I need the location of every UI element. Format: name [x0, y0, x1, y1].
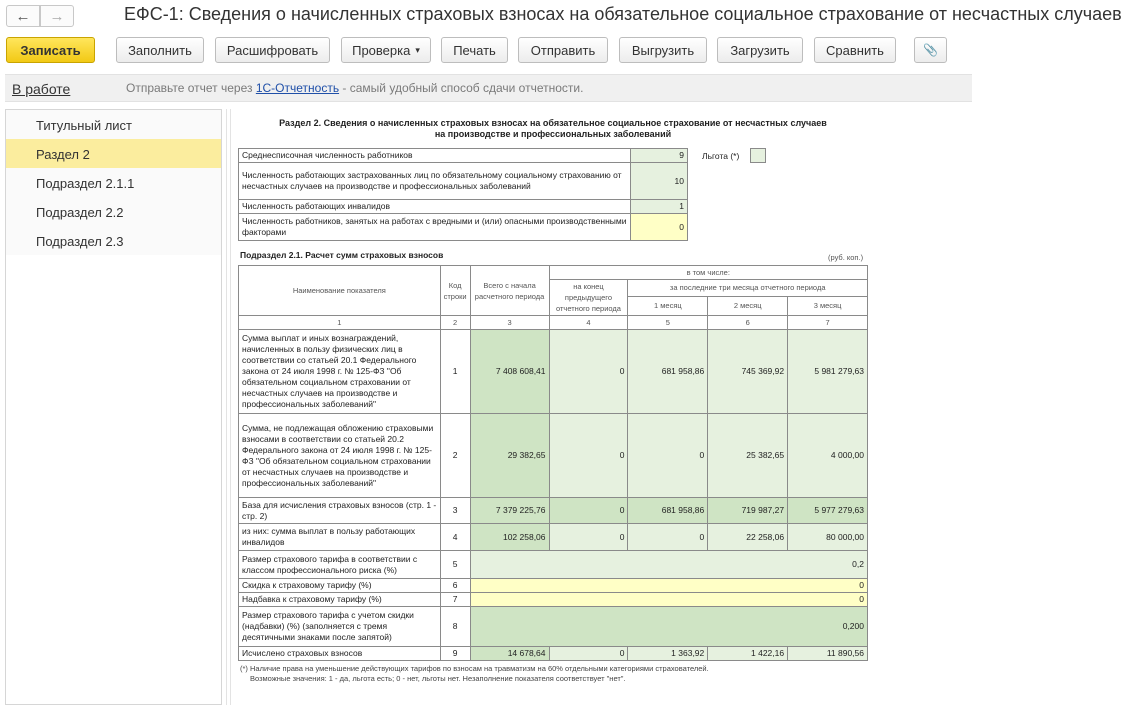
colnum: 1 — [239, 316, 441, 330]
section-2-title-line1: Раздел 2. Сведения о начисленных страховых взносах на обязательное социальное страхование от несчастных случаев — [279, 118, 827, 128]
row-label: Скидка к страховому тарифу (%) — [239, 579, 441, 593]
colnum: 4 — [549, 316, 628, 330]
colnum: 5 — [628, 316, 708, 330]
row-label: из них: сумма выплат в пользу работающих инвалидов — [239, 524, 441, 551]
colnum: 3 — [470, 316, 549, 330]
status-msg-before: Отправьте отчет через — [126, 81, 256, 95]
status-msg-after: - самый удобный способ сдачи отчетности. — [339, 81, 584, 95]
m3-cell[interactable]: 80 000,00 — [788, 524, 868, 551]
table-row — [239, 607, 868, 647]
prev-cell[interactable]: 0 — [549, 330, 628, 414]
row-label: База для исчисления страховых взносов (стр. 1 - стр. 2) — [239, 498, 441, 524]
send-button[interactable]: Отправить — [518, 37, 608, 63]
row-label: Сумма выплат и иных вознаграждений, начисленных в пользу физических лиц в соответствии со статьей 20.1 Федерального закона от 24 июля 1998 г. № 125-ФЗ "Об обязательном социальном страховании от несчастных случаев на производстве и профессиональных заболеваний" — [239, 330, 441, 414]
arrow-right-icon: → — [49, 7, 65, 25]
col-header-prev: на конец предыдущего отчетного периода — [549, 280, 628, 316]
row-label: Размер страхового тарифа с учетом скидки (надбавки) (%) (заполняется с тремя десятичными знаками после запятой) — [239, 607, 441, 647]
total-cell[interactable]: 7 379 225,76 — [470, 498, 549, 524]
table-row — [239, 200, 688, 214]
report-form — [232, 109, 972, 705]
reporting-link[interactable]: 1С-Отчетность — [255, 81, 340, 95]
colnum: 7 — [788, 316, 868, 330]
total-cell[interactable]: 14 678,64 — [470, 647, 549, 661]
table-row — [239, 214, 688, 241]
status-message — [126, 81, 583, 95]
fill-button[interactable]: Заполнить — [116, 37, 204, 63]
toolbar — [0, 37, 972, 65]
calculation-table — [238, 265, 868, 661]
table-row — [239, 149, 688, 163]
print-button[interactable]: Печать — [441, 37, 508, 63]
sidebar-item-subsection-2-1-1[interactable]: Подраздел 2.1.1 — [6, 168, 221, 197]
rate-cell[interactable]: 0,2 — [470, 551, 867, 579]
compare-button[interactable]: Сравнить — [814, 37, 896, 63]
lgota-input[interactable] — [750, 148, 766, 163]
row-label: Численность работников, занятых на работах с вредными и (или) опасными производственными факторами — [239, 214, 631, 241]
col-header-m2: 2 месяц — [708, 296, 788, 315]
surcharge-cell[interactable]: 0 — [470, 593, 867, 607]
chevron-down-icon: ▾ — [415, 44, 420, 55]
m1-cell[interactable]: 0 — [628, 524, 708, 551]
table-row — [239, 551, 868, 579]
m2-cell[interactable]: 22 258,06 — [708, 524, 788, 551]
save-button[interactable]: Записать — [6, 37, 95, 63]
value-cell[interactable]: 1 — [631, 200, 688, 214]
decode-button[interactable]: Расшифровать — [215, 37, 330, 63]
m3-cell[interactable]: 5 981 279,63 — [788, 330, 868, 414]
paperclip-icon: 📎 — [923, 43, 938, 57]
row-code: 5 — [440, 551, 470, 579]
value-cell[interactable]: 0 — [631, 214, 688, 241]
col-header-total: Всего с начала расчетного периода — [470, 266, 549, 316]
m2-cell[interactable]: 25 382,65 — [708, 414, 788, 498]
discount-cell[interactable]: 0 — [470, 579, 867, 593]
m1-cell[interactable]: 681 958,86 — [628, 330, 708, 414]
m2-cell[interactable]: 719 987,27 — [708, 498, 788, 524]
title-bar — [0, 0, 1122, 34]
m3-cell[interactable]: 5 977 279,63 — [788, 498, 868, 524]
prev-cell[interactable]: 0 — [549, 647, 628, 661]
prev-cell[interactable]: 0 — [549, 414, 628, 498]
status-bar — [5, 74, 972, 102]
value-cell[interactable]: 10 — [631, 163, 688, 200]
row-code: 7 — [440, 593, 470, 607]
footnote-line2: Возможные значения: 1 - да, льгота есть; 0 - нет, льготы нет. Незаполнение показателя соответствует "нет". — [250, 674, 626, 683]
subsection-title: Подраздел 2.1. Расчет сумм страховых взносов — [240, 250, 444, 260]
sidebar-item-subsection-2-2[interactable]: Подраздел 2.2 — [6, 197, 221, 226]
forward-button[interactable] — [40, 5, 74, 27]
row-code: 2 — [440, 414, 470, 498]
attach-button[interactable] — [914, 37, 947, 63]
row-code: 4 — [440, 524, 470, 551]
value-cell[interactable]: 9 — [631, 149, 688, 163]
col-header-name: Наименование показателя — [239, 266, 441, 316]
m3-cell[interactable]: 4 000,00 — [788, 414, 868, 498]
col-header-m3: 3 месяц — [788, 296, 868, 315]
section-2-title-line2: на производстве и профессиональных заболеваний — [434, 129, 672, 139]
section-2-title — [238, 118, 868, 140]
colnum: 6 — [708, 316, 788, 330]
m2-cell[interactable]: 745 369,92 — [708, 330, 788, 414]
row-label: Численность работающих застрахованных лиц по обязательному социальному страхованию от несчастных случаев на производстве и профессиональных заболеваний — [239, 163, 631, 200]
row-code: 6 — [440, 579, 470, 593]
splitter[interactable] — [226, 109, 231, 705]
footnote — [240, 664, 960, 684]
m1-cell[interactable]: 681 958,86 — [628, 498, 708, 524]
row-code: 1 — [440, 330, 470, 414]
table-row — [239, 498, 868, 524]
row-code: 8 — [440, 607, 470, 647]
m1-cell[interactable]: 1 363,92 — [628, 647, 708, 661]
import-button[interactable]: Загрузить — [717, 37, 803, 63]
total-cell[interactable]: 29 382,65 — [470, 414, 549, 498]
total-cell[interactable]: 102 258,06 — [470, 524, 549, 551]
window-title: ЕФС-1: Сведения о начисленных страховых взносах на обязательное социальное страхование от несчастных случаев — [124, 4, 1122, 24]
colnum: 2 — [440, 316, 470, 330]
table-row — [239, 330, 868, 414]
row-label: Исчислено страховых взносов — [239, 647, 441, 661]
prev-cell[interactable]: 0 — [549, 524, 628, 551]
col-header-last3: за последние три месяца отчетного периода — [628, 280, 868, 297]
export-button[interactable]: Выгрузить — [619, 37, 707, 63]
row-code: 3 — [440, 498, 470, 524]
sidebar-item-subsection-2-3[interactable]: Подраздел 2.3 — [6, 226, 221, 255]
table-row — [239, 647, 868, 661]
m2-cell[interactable]: 1 422,16 — [708, 647, 788, 661]
status-link[interactable]: В работе — [12, 81, 71, 97]
col-header-code: Код строки — [440, 266, 470, 316]
units-label: (руб. коп.) — [828, 253, 864, 262]
lgota-label: Льгота (*) — [702, 151, 740, 161]
row-label: Среднесписочная численность работников — [239, 149, 631, 163]
table-row — [239, 579, 868, 593]
table-row — [239, 414, 868, 498]
check-label: Проверка — [352, 42, 411, 58]
prev-cell[interactable]: 0 — [549, 498, 628, 524]
header-row — [239, 266, 868, 280]
row-label: Размер страхового тарифа в соответствии с классом профессионального риска (%) — [239, 551, 441, 579]
sidebar-item-section-2[interactable]: Раздел 2 — [6, 139, 221, 168]
table-row — [239, 163, 688, 200]
footnote-line1: (*) Наличие права на уменьшение действующих тарифов по взносам на травматизм на 60% отдельными категориями страхователей. — [240, 664, 709, 673]
colnum-row — [239, 316, 868, 330]
col-header-incl: в том числе: — [549, 266, 867, 280]
headcount-table — [238, 148, 688, 241]
final-rate-cell[interactable]: 0,200 — [470, 607, 867, 647]
sidebar-item-title-page[interactable]: Титульный лист — [6, 110, 221, 139]
arrow-left-icon: ← — [15, 7, 31, 25]
section-sidebar — [5, 109, 222, 705]
row-label: Сумма, не подлежащая обложению страховыми взносами в соответствии со статьей 20.2 Федерального закона от 24 июля 1998 г. № 125-ФЗ "Об обязательном социальном страховании от несчастных случаев на производстве и профессиональных заболеваний" — [239, 414, 441, 498]
back-button[interactable] — [6, 5, 40, 27]
table-row — [239, 593, 868, 607]
m1-cell[interactable]: 0 — [628, 414, 708, 498]
m3-cell[interactable]: 11 890,56 — [788, 647, 868, 661]
row-label: Численность работающих инвалидов — [239, 200, 631, 214]
check-dropdown-button[interactable] — [341, 37, 431, 63]
row-label: Надбавка к страховому тарифу (%) — [239, 593, 441, 607]
table-row — [239, 524, 868, 551]
total-cell[interactable]: 7 408 608,41 — [470, 330, 549, 414]
col-header-m1: 1 месяц — [628, 296, 708, 315]
row-code: 9 — [440, 647, 470, 661]
